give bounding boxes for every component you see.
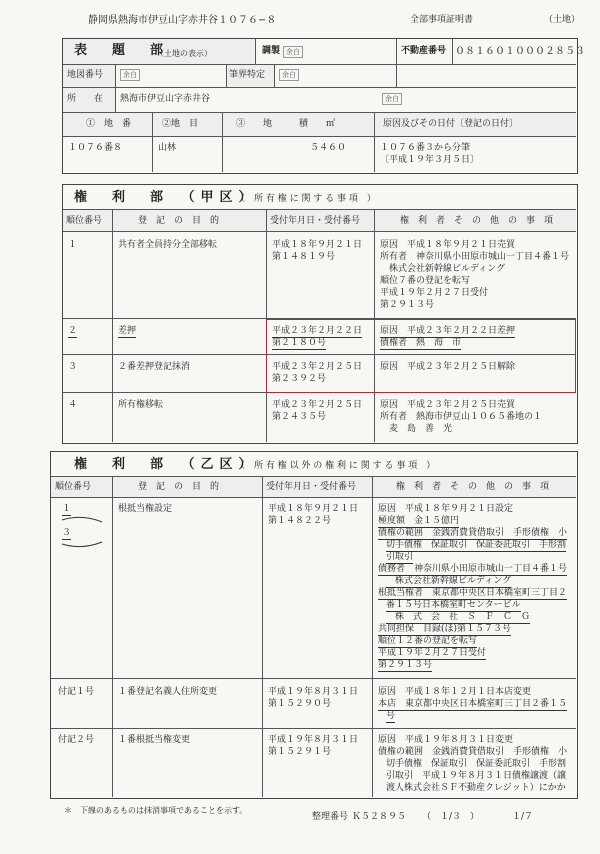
otsu-row1-line: 根抵当権者 東京都中央区日本橋室町三丁目２	[378, 588, 568, 598]
chizu-label: 地図番号	[67, 70, 104, 80]
sheet-indicator: １/７	[512, 812, 534, 822]
seiri-number: Ｋ５２８９５	[352, 812, 407, 822]
kou-row1-line: 所有者 神奈川県小田原市城山一丁目４番１号	[380, 252, 570, 262]
otsu-row1-line: 株式会社新幹線ビルディング	[386, 576, 512, 586]
kou-row1-line: 第２９１３号	[380, 300, 435, 310]
kou-row2-purpose: 差押	[118, 326, 137, 336]
kou-row2-no: ２	[68, 326, 78, 336]
kou-row4-no: ４	[68, 400, 78, 410]
otsu-row3-purpose: １番根抵当権変更	[118, 735, 191, 745]
otsu-row3-line: 債権の範囲 金銭消費貸借取引 手形債権 小	[378, 747, 568, 757]
document-title: 全部事項証明書	[410, 15, 474, 25]
kou-row1-no: １	[68, 240, 78, 250]
kou-header-date: 受付年月日・受付番号	[270, 216, 361, 226]
seiri-label: 整理番号	[312, 812, 349, 822]
otsu-row2-date: 平成１９年８月３１日	[268, 687, 359, 697]
otsu-row3-date: 平成１９年８月３１日	[268, 735, 359, 745]
otsu-row1-line: 順位１２番の登記を転写	[378, 636, 478, 646]
otsu-row3-line: 切手債権 保証取引 保証委託取引 手形割	[386, 759, 567, 769]
shozai-label: 所 在	[67, 94, 104, 104]
otsu-row1-line: 第２９１３号	[378, 660, 433, 670]
chimoku-value: 山林	[158, 143, 177, 153]
otsu-row2-no: 付記１号	[58, 687, 95, 697]
chiban-value: １０７６番８	[68, 143, 123, 153]
otsu-row1-purpose: 根抵当権設定	[118, 504, 173, 514]
kou-subtitle: （ 所 有 権 に 関 す る 事 項 ）	[236, 194, 376, 204]
otsu-row1-line: 株 式 会 社 Ｓ Ｆ Ｃ Ｇ	[386, 612, 531, 622]
otsu-row1-line: 切手債権 保証取引 保証委託取引 手形割	[386, 540, 567, 550]
kou-row4-line: 麦 島 善 光	[380, 424, 453, 434]
otsu-row2-line: 号	[386, 711, 396, 721]
kou-row2-number: 第２１８０号	[272, 338, 327, 348]
otsu-row1-no-a: １	[62, 504, 72, 514]
kou-row4-purpose: 所有権移転	[118, 400, 164, 410]
otsu-header-date: 受付年月日・受付番号	[266, 482, 357, 492]
kou-header-purpose: 登 記 の 目 的	[138, 216, 220, 226]
otsu-row2-purpose: １番登記名義人住所変更	[118, 687, 218, 697]
shozai-margin: 余白	[382, 93, 402, 105]
otsu-row1-line: 引取引	[386, 552, 414, 562]
highlight-box	[266, 319, 576, 393]
otsu-row3-number: 第１５２９１号	[268, 747, 332, 757]
otsu-row1-line: 平成１９年２月２７日受付	[378, 648, 487, 658]
kou-row1-purpose: 共有者全員持分全部移転	[118, 240, 218, 250]
shozai-value: 熱海市伊豆山字赤井谷	[120, 94, 211, 104]
kou-title: 権 利 部 （甲区）	[74, 190, 258, 205]
otsu-subtitle: （ 所 有 権 以 外 の 権 利 に 関 す る 事 項 ）	[236, 461, 436, 471]
otsu-row1-line: 債権の範囲 金銭消費貸借取引 手形債権 小	[378, 528, 568, 538]
kou-row4-line: 原因 平成２３年２月２５日売買	[380, 400, 516, 410]
kou-row3-line: 原因 平成２３年２月２５日解除	[380, 362, 516, 372]
otsu-header-purpose: 登 記 の 目 的	[138, 482, 220, 492]
fudosan-number: ０８１６０１０００２８５３	[455, 46, 585, 57]
otsu-row1-line: 番１５号日本橋室町センタービル	[386, 600, 521, 610]
otsu-row1-number: 第１４８２２号	[268, 516, 332, 526]
kou-row2-date: 平成２３年２月２２日	[272, 326, 363, 336]
kou-row4-number: 第２４３５号	[272, 412, 327, 422]
kou-row1-line: 株式会社新幹線ビルディング	[380, 264, 506, 274]
kou-row1-number: 第１４８１９号	[272, 252, 336, 262]
kou-row3-date: 平成２３年２月２５日	[272, 362, 363, 372]
otsu-row1-date: 平成１８年９月２１日	[268, 504, 359, 514]
kou-header-other: 権 利 者 そ の 他 の 事 項	[400, 216, 554, 226]
kou-row3-purpose: ２番差押登記抹消	[118, 362, 191, 372]
chosei-label: 調製	[262, 46, 281, 56]
kou-row1-line: 順位７番の登記を転写	[380, 276, 471, 286]
chizu-margin: 余白	[120, 69, 140, 81]
otsu-row1-line: 共同担保 目録(ほ)第１５７３号	[378, 624, 512, 634]
otsu-row3-line: 渡人株式会社ＳＦ不動産クレジット）にかか	[386, 783, 566, 793]
kou-row1-date: 平成１８年９月２１日	[272, 240, 363, 250]
kou-row3-number: 第２３９２号	[272, 374, 327, 384]
hyodai-subtitle: （土地の表示）	[156, 49, 212, 58]
otsu-row1-line: 原因 平成１８年９月２１日設定	[378, 504, 514, 514]
otsu-row1-no-b: ３	[62, 528, 72, 538]
chiseki-value: ５４６０	[310, 143, 347, 153]
otsu-row1-line: 極度額 金１５億円	[378, 516, 460, 526]
kou-header-no: 順位番号	[66, 216, 103, 226]
otsu-row3-line: 引取引 平成１９年８月３１日債権譲渡（譲	[386, 771, 567, 781]
otsu-row2-number: 第１５２９０号	[268, 699, 332, 709]
otsu-row3-no: 付記２号	[58, 735, 95, 745]
otsu-header-no: 順位番号	[55, 482, 92, 492]
otsu-row1-line: 債務者 神奈川県小田原市城山一丁目４番１号	[378, 564, 568, 574]
document-type: （土地）	[544, 15, 581, 25]
otsu-row3-line: 原因 平成１９年８月３１日変更	[378, 735, 514, 745]
kou-row3-no: ３	[68, 362, 78, 372]
otsu-header-other: 権 利 者 そ の 他 の 事 項	[396, 482, 550, 492]
col-chiseki: ③ 地 積 ㎡	[236, 119, 336, 129]
col-chiban: ① 地 番	[86, 119, 132, 129]
hikkai-margin: 余白	[279, 69, 299, 81]
kou-row2-line: 原因 平成２３年２月２２日差押	[380, 326, 516, 336]
col-chimoku: ②地 目	[162, 119, 199, 129]
kou-row1-line: 原因 平成１８年９月２１日売買	[380, 240, 516, 250]
hyodai-title: 表 題 部	[74, 43, 170, 58]
genin-line-1: １０７６番３から分筆	[380, 143, 471, 153]
kou-row2-line: 債権者 熱 海 市	[380, 338, 462, 348]
document-address: 静岡県熱海市伊豆山字赤井谷１０７６−８	[88, 15, 277, 26]
fudosan-label: 不動産番号	[401, 46, 447, 56]
col-genin: 原因及びその日付〔登記の日付〕	[383, 119, 519, 129]
page-indicator: （ １/３ ）	[422, 812, 480, 822]
otsu-row2-line: 原因 平成１８年１２月１日本店変更	[378, 687, 532, 697]
hikkai-label: 筆界特定	[229, 70, 266, 80]
footer-note: ＊ 下線のあるものは抹消事項であることを示す。	[64, 806, 248, 815]
otsu-title: 権 利 部 （乙区）	[74, 457, 258, 472]
otsu-row2-line: 本店 東京都中央区日本橋室町三丁目２番１５	[378, 699, 568, 709]
genin-line-2: 〔平成１９年３月５日〕	[380, 155, 480, 165]
chosei-margin: 余白	[283, 46, 303, 58]
kou-row4-line: 所有者 熱海市伊豆山１０６５番地の１	[380, 412, 543, 422]
kou-row1-line: 平成１９年２月２７日受付	[380, 288, 489, 298]
kou-row4-date: 平成２３年２月２５日	[272, 400, 363, 410]
